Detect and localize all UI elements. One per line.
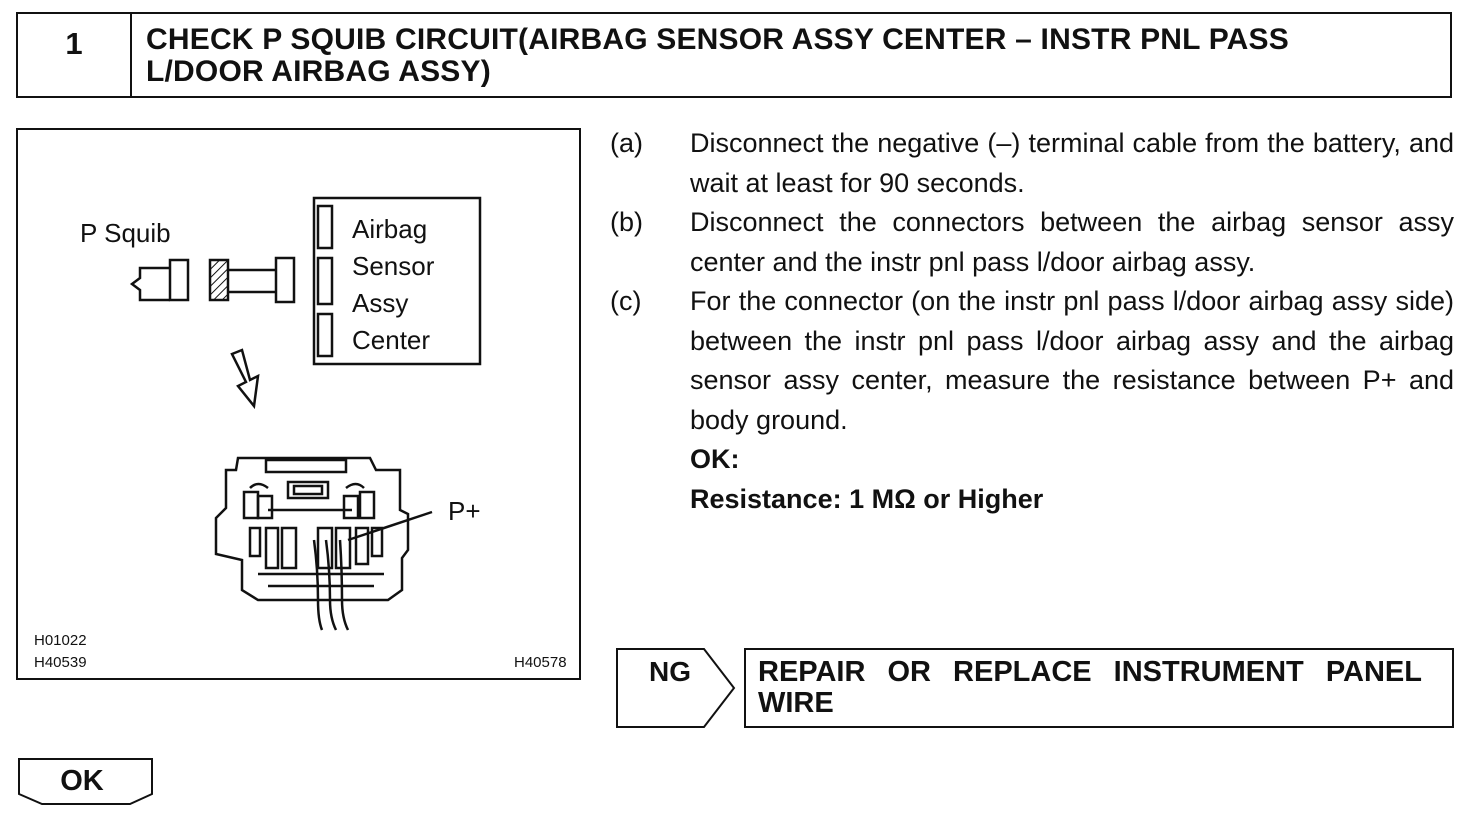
connector-figure: [16, 128, 581, 680]
figure-code-top: H01022: [34, 632, 87, 649]
spec-ok-label: OK:: [690, 444, 740, 474]
step-title: [132, 14, 1450, 96]
instruction-item: [610, 282, 1454, 440]
instruction-list: [610, 124, 1454, 519]
sensor-label-line-1: Airbag: [352, 214, 428, 244]
figure-code-bottom-right: H40578: [514, 654, 567, 671]
ok-result-tag: [18, 758, 154, 808]
spec-block: [690, 440, 1454, 519]
squib-plug: [132, 268, 170, 300]
instruction-item: [610, 124, 1454, 203]
ok-label: OK: [60, 765, 104, 797]
ng-action-line-1: REPAIR OR REPLACE INSTRUMENT PANEL: [758, 656, 1422, 688]
connector-diagram: [18, 130, 579, 678]
ng-action-line-2: WIRE: [758, 687, 834, 719]
terminal-label: P+: [448, 496, 481, 526]
instruction-letter: (a): [610, 128, 643, 158]
instruction-item: [610, 203, 1454, 282]
instruction-text: For the connector (on the instr pnl pass l/door airbag assy side) between the instr pnl pass l/door airbag assy and the airbag sensor assy center, measure the resistance between P+ and body ground.: [690, 286, 1454, 435]
step-title-line-1: CHECK P SQUIB CIRCUIT(AIRBAG SENSOR ASSY CENTER – INSTR PNL PASS: [146, 23, 1289, 56]
sensor-label-line-2: Sensor: [352, 251, 435, 281]
ng-result-tag: [616, 648, 736, 728]
instruction-text: Disconnect the connectors between the airbag sensor assy center and the instr pnl pass l/door airbag assy.: [690, 207, 1454, 277]
ng-action-box: [744, 648, 1454, 728]
step-number: 1: [18, 14, 132, 96]
figure-code-bottom-left: H40539: [34, 654, 87, 671]
squib-connector: [170, 260, 188, 300]
instruction-letter: (c): [610, 286, 642, 316]
instruction-text: Disconnect the negative (–) terminal cable from the battery, and wait at least for 90 seconds.: [690, 128, 1454, 198]
ng-label: NG: [649, 656, 691, 687]
hollow-down-arrow: [232, 350, 258, 406]
hatched-connector: [210, 260, 228, 300]
step-title-line-2: L/DOOR AIRBAG ASSY): [146, 55, 491, 88]
sensor-label-line-3: Assy: [352, 288, 409, 318]
spec-resistance: Resistance: 1 MΩ or Higher: [690, 483, 1044, 514]
squib-label: P Squib: [80, 218, 171, 248]
instruction-letter: (b): [610, 207, 643, 237]
sensor-side-connector: [276, 258, 294, 302]
step-header: [16, 12, 1452, 98]
sensor-label-line-4: Center: [352, 325, 431, 355]
